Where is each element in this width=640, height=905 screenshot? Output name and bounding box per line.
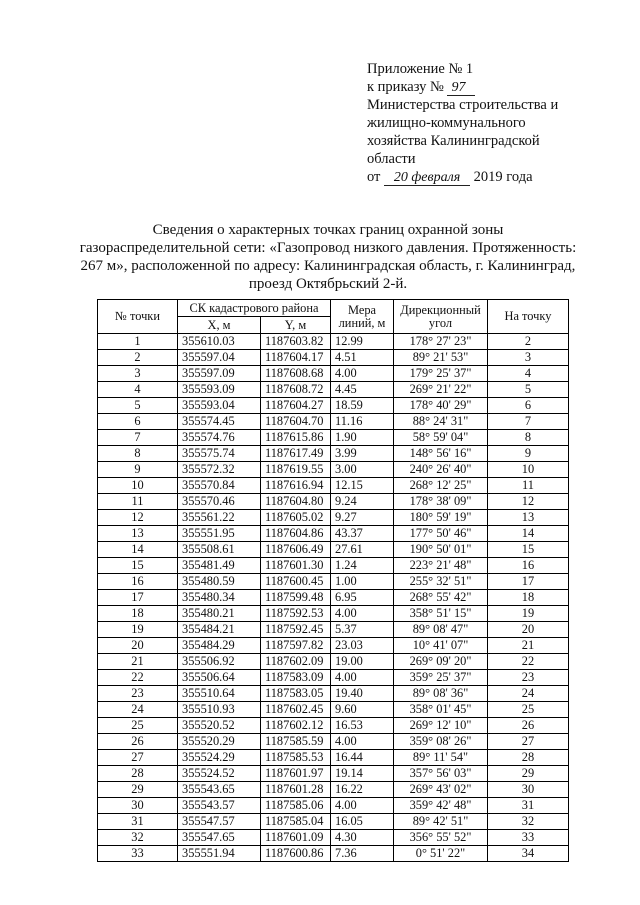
table-row <box>98 542 569 558</box>
cell-point: 21 <box>98 654 178 670</box>
cell-angle: 268° 55' 42" <box>394 590 488 606</box>
cell-y: 1187619.55 <box>261 462 331 478</box>
table-row <box>98 606 569 622</box>
header-x: X, м <box>178 317 261 334</box>
cell-y: 1187599.48 <box>261 590 331 606</box>
cell-to-point: 7 <box>488 414 569 430</box>
cell-x: 355593.09 <box>178 382 261 398</box>
cell-y: 1187592.53 <box>261 606 331 622</box>
cell-angle: 356° 55' 52" <box>394 830 488 846</box>
table-row <box>98 846 569 862</box>
cell-angle: 0° 51' 22" <box>394 846 488 862</box>
cell-to-point: 26 <box>488 718 569 734</box>
cell-y: 1187602.12 <box>261 718 331 734</box>
table-row <box>98 446 569 462</box>
cell-measure: 19.14 <box>331 766 394 782</box>
cell-measure: 4.00 <box>331 734 394 750</box>
cell-x: 355510.64 <box>178 686 261 702</box>
table-row <box>98 334 569 350</box>
cell-point: 15 <box>98 558 178 574</box>
cell-point: 33 <box>98 846 178 862</box>
table-row <box>98 366 569 382</box>
table-row <box>98 798 569 814</box>
order-line <box>367 78 607 96</box>
cell-y: 1187616.94 <box>261 478 331 494</box>
table-row <box>98 670 569 686</box>
cell-x: 355508.61 <box>178 542 261 558</box>
cell-measure: 9.60 <box>331 702 394 718</box>
cell-point: 18 <box>98 606 178 622</box>
date-line <box>367 168 607 186</box>
cell-measure: 16.53 <box>331 718 394 734</box>
cell-x: 355506.64 <box>178 670 261 686</box>
cell-y: 1187583.05 <box>261 686 331 702</box>
cell-angle: 89° 21' 53" <box>394 350 488 366</box>
cell-angle: 358° 01' 45" <box>394 702 488 718</box>
cell-measure: 23.03 <box>331 638 394 654</box>
cell-y: 1187583.09 <box>261 670 331 686</box>
cell-angle: 269° 09' 20" <box>394 654 488 670</box>
cell-angle: 178° 40' 29" <box>394 398 488 414</box>
cell-x: 355520.52 <box>178 718 261 734</box>
ministry-line-2: жилищно-коммунального <box>367 115 526 131</box>
cell-angle: 88° 24' 31" <box>394 414 488 430</box>
cell-to-point: 29 <box>488 766 569 782</box>
table-row <box>98 686 569 702</box>
cell-y: 1187592.45 <box>261 622 331 638</box>
cell-angle: 359° 25' 37" <box>394 670 488 686</box>
cell-angle: 255° 32' 51" <box>394 574 488 590</box>
cell-to-point: 3 <box>488 350 569 366</box>
table-row <box>98 702 569 718</box>
cell-point: 4 <box>98 382 178 398</box>
cell-point: 14 <box>98 542 178 558</box>
cell-angle: 269° 12' 10" <box>394 718 488 734</box>
table-row <box>98 526 569 542</box>
cell-to-point: 11 <box>488 478 569 494</box>
cell-to-point: 25 <box>488 702 569 718</box>
appendix-heading: Приложение № 1 <box>367 61 474 77</box>
cell-x: 355574.45 <box>178 414 261 430</box>
cell-measure: 11.16 <box>331 414 394 430</box>
cell-x: 355547.57 <box>178 814 261 830</box>
ministry-line-3: хозяйства Калининградской <box>367 133 540 149</box>
cell-point: 3 <box>98 366 178 382</box>
cell-x: 355610.03 <box>178 334 261 350</box>
cell-measure: 18.59 <box>331 398 394 414</box>
cell-angle: 180° 59' 19" <box>394 510 488 526</box>
cell-x: 355480.34 <box>178 590 261 606</box>
cell-point: 1 <box>98 334 178 350</box>
cell-to-point: 30 <box>488 782 569 798</box>
cell-measure: 27.61 <box>331 542 394 558</box>
cell-measure: 9.24 <box>331 494 394 510</box>
cell-x: 355506.92 <box>178 654 261 670</box>
cell-point: 22 <box>98 670 178 686</box>
cell-measure: 12.15 <box>331 478 394 494</box>
cell-to-point: 23 <box>488 670 569 686</box>
cell-to-point: 4 <box>488 366 569 382</box>
cell-y: 1187597.82 <box>261 638 331 654</box>
cell-y: 1187604.86 <box>261 526 331 542</box>
cell-x: 355547.65 <box>178 830 261 846</box>
cell-to-point: 8 <box>488 430 569 446</box>
cell-to-point: 16 <box>488 558 569 574</box>
cell-point: 20 <box>98 638 178 654</box>
cell-point: 19 <box>98 622 178 638</box>
table-row <box>98 622 569 638</box>
cell-measure: 4.30 <box>331 830 394 846</box>
table-row <box>98 782 569 798</box>
cell-point: 9 <box>98 462 178 478</box>
cell-point: 28 <box>98 766 178 782</box>
cell-to-point: 13 <box>488 510 569 526</box>
cell-measure: 19.00 <box>331 654 394 670</box>
cell-to-point: 31 <box>488 798 569 814</box>
cell-to-point: 9 <box>488 446 569 462</box>
cell-point: 29 <box>98 782 178 798</box>
cell-point: 2 <box>98 350 178 366</box>
cell-measure: 6.95 <box>331 590 394 606</box>
cell-angle: 358° 51' 15" <box>394 606 488 622</box>
ministry-line-4: области <box>367 151 416 167</box>
cell-y: 1187604.80 <box>261 494 331 510</box>
cell-to-point: 6 <box>488 398 569 414</box>
cell-x: 355574.76 <box>178 430 261 446</box>
cell-to-point: 32 <box>488 814 569 830</box>
table-row <box>98 478 569 494</box>
cell-x: 355524.52 <box>178 766 261 782</box>
cell-angle: 148° 56' 16" <box>394 446 488 462</box>
table-row <box>98 558 569 574</box>
cell-y: 1187601.97 <box>261 766 331 782</box>
table-row <box>98 462 569 478</box>
cell-x: 355570.46 <box>178 494 261 510</box>
order-prefix: к приказу № <box>367 79 444 95</box>
cell-point: 11 <box>98 494 178 510</box>
cell-x: 355480.21 <box>178 606 261 622</box>
cell-angle: 89° 11' 54" <box>394 750 488 766</box>
table-row <box>98 430 569 446</box>
cell-point: 5 <box>98 398 178 414</box>
table-row <box>98 590 569 606</box>
cell-angle: 89° 42' 51" <box>394 814 488 830</box>
cell-y: 1187601.09 <box>261 830 331 846</box>
cell-measure: 16.44 <box>331 750 394 766</box>
cell-to-point: 17 <box>488 574 569 590</box>
table-row <box>98 814 569 830</box>
cell-x: 355520.29 <box>178 734 261 750</box>
table-row <box>98 414 569 430</box>
cell-angle: 357° 56' 03" <box>394 766 488 782</box>
table-row <box>98 638 569 654</box>
title-line-1: Сведения о характерных точках границ охранной зоны <box>152 222 504 238</box>
cell-point: 8 <box>98 446 178 462</box>
table-row <box>98 574 569 590</box>
cell-measure: 9.27 <box>331 510 394 526</box>
cell-y: 1187602.45 <box>261 702 331 718</box>
cell-x: 355551.94 <box>178 846 261 862</box>
cell-to-point: 15 <box>488 542 569 558</box>
cell-measure: 4.00 <box>331 670 394 686</box>
table-row <box>98 494 569 510</box>
cell-measure: 16.05 <box>331 814 394 830</box>
cell-x: 355510.93 <box>178 702 261 718</box>
cell-point: 6 <box>98 414 178 430</box>
cell-angle: 89° 08' 36" <box>394 686 488 702</box>
cell-y: 1187601.28 <box>261 782 331 798</box>
cell-point: 30 <box>98 798 178 814</box>
table-body <box>98 334 569 862</box>
table-row <box>98 398 569 414</box>
cell-point: 7 <box>98 430 178 446</box>
cell-to-point: 5 <box>488 382 569 398</box>
cell-y: 1187617.49 <box>261 446 331 462</box>
cell-measure: 4.51 <box>331 350 394 366</box>
boundary-points-table <box>97 299 569 862</box>
cell-measure: 1.24 <box>331 558 394 574</box>
cell-measure: 4.00 <box>331 606 394 622</box>
cell-angle: 268° 12' 25" <box>394 478 488 494</box>
cell-to-point: 34 <box>488 846 569 862</box>
cell-angle: 178° 38' 09" <box>394 494 488 510</box>
cell-measure: 1.90 <box>331 430 394 446</box>
cell-y: 1187585.06 <box>261 798 331 814</box>
date-prefix: от <box>367 169 381 185</box>
cell-point: 10 <box>98 478 178 494</box>
cell-y: 1187604.70 <box>261 414 331 430</box>
cell-measure: 3.99 <box>331 446 394 462</box>
header-angle: Дирекционный угол <box>394 300 488 334</box>
cell-y: 1187608.68 <box>261 366 331 382</box>
cell-measure: 3.00 <box>331 462 394 478</box>
cell-to-point: 2 <box>488 334 569 350</box>
cell-to-point: 19 <box>488 606 569 622</box>
cell-measure: 19.40 <box>331 686 394 702</box>
cell-x: 355597.09 <box>178 366 261 382</box>
cell-point: 17 <box>98 590 178 606</box>
cell-angle: 58° 59' 04" <box>394 430 488 446</box>
date-handwritten: 20 февраля <box>384 171 470 186</box>
order-number-handwritten: 97 <box>447 81 475 96</box>
cell-angle: 223° 21' 48" <box>394 558 488 574</box>
table-row <box>98 734 569 750</box>
table-row <box>98 654 569 670</box>
cell-y: 1187603.82 <box>261 334 331 350</box>
cell-y: 1187585.59 <box>261 734 331 750</box>
header-y: Y, м <box>261 317 331 334</box>
cell-angle: 240° 26' 40" <box>394 462 488 478</box>
cell-x: 355524.29 <box>178 750 261 766</box>
cell-angle: 10° 41' 07" <box>394 638 488 654</box>
cell-y: 1187601.30 <box>261 558 331 574</box>
cell-x: 355561.22 <box>178 510 261 526</box>
cell-to-point: 24 <box>488 686 569 702</box>
cell-to-point: 33 <box>488 830 569 846</box>
cell-measure: 43.37 <box>331 526 394 542</box>
cell-to-point: 14 <box>488 526 569 542</box>
title-line-3: 267 м», расположенной по адресу: Калининградская область, г. Калининград, <box>80 258 576 274</box>
table-row <box>98 718 569 734</box>
cell-angle: 177° 50' 46" <box>394 526 488 542</box>
cell-to-point: 12 <box>488 494 569 510</box>
cell-angle: 178° 27' 23" <box>394 334 488 350</box>
cell-point: 23 <box>98 686 178 702</box>
table-row <box>98 766 569 782</box>
cell-point: 24 <box>98 702 178 718</box>
cell-y: 1187600.45 <box>261 574 331 590</box>
cell-to-point: 20 <box>488 622 569 638</box>
cell-point: 16 <box>98 574 178 590</box>
cell-angle: 190° 50' 01" <box>394 542 488 558</box>
cell-to-point: 21 <box>488 638 569 654</box>
cell-measure: 4.45 <box>331 382 394 398</box>
cell-x: 355480.59 <box>178 574 261 590</box>
table-row <box>98 750 569 766</box>
cell-x: 355484.21 <box>178 622 261 638</box>
cell-angle: 89° 08' 47" <box>394 622 488 638</box>
cell-y: 1187600.86 <box>261 846 331 862</box>
cell-angle: 179° 25' 37" <box>394 366 488 382</box>
cell-measure: 7.36 <box>331 846 394 862</box>
cell-to-point: 10 <box>488 462 569 478</box>
cell-point: 26 <box>98 734 178 750</box>
cell-angle: 269° 43' 02" <box>394 782 488 798</box>
cell-y: 1187608.72 <box>261 382 331 398</box>
cell-point: 31 <box>98 814 178 830</box>
cell-point: 12 <box>98 510 178 526</box>
cell-y: 1187585.53 <box>261 750 331 766</box>
date-suffix: 2019 года <box>473 169 533 185</box>
document-title <box>40 221 616 293</box>
table-row <box>98 830 569 846</box>
cell-x: 355551.95 <box>178 526 261 542</box>
cell-measure: 12.99 <box>331 334 394 350</box>
cell-measure: 5.37 <box>331 622 394 638</box>
cell-y: 1187585.04 <box>261 814 331 830</box>
cell-angle: 359° 42' 48" <box>394 798 488 814</box>
header-measure: Мера линий, м <box>331 300 394 334</box>
cell-y: 1187615.86 <box>261 430 331 446</box>
title-line-2: газораспределительной сети: «Газопровод низкого давления. Протяженность: <box>79 240 577 256</box>
cell-x: 355570.84 <box>178 478 261 494</box>
cell-measure: 4.00 <box>331 798 394 814</box>
cell-x: 355543.57 <box>178 798 261 814</box>
cell-x: 355593.04 <box>178 398 261 414</box>
table-row <box>98 510 569 526</box>
cell-y: 1187606.49 <box>261 542 331 558</box>
cell-to-point: 22 <box>488 654 569 670</box>
cell-angle: 359° 08' 26" <box>394 734 488 750</box>
appendix-block <box>367 60 607 186</box>
cell-y: 1187604.17 <box>261 350 331 366</box>
cell-measure: 4.00 <box>331 366 394 382</box>
cell-y: 1187605.02 <box>261 510 331 526</box>
cell-to-point: 18 <box>488 590 569 606</box>
cell-point: 27 <box>98 750 178 766</box>
cell-x: 355543.65 <box>178 782 261 798</box>
cell-y: 1187602.09 <box>261 654 331 670</box>
cell-measure: 1.00 <box>331 574 394 590</box>
title-line-4: проезд Октябрьский 2-й. <box>248 276 408 292</box>
cell-point: 32 <box>98 830 178 846</box>
cell-point: 25 <box>98 718 178 734</box>
header-point: № точки <box>98 300 178 334</box>
cell-to-point: 27 <box>488 734 569 750</box>
header-sk: СК кадастрового района <box>178 300 331 317</box>
cell-point: 13 <box>98 526 178 542</box>
cell-to-point: 28 <box>488 750 569 766</box>
cell-angle: 269° 21' 22" <box>394 382 488 398</box>
cell-x: 355572.32 <box>178 462 261 478</box>
cell-measure: 16.22 <box>331 782 394 798</box>
ministry-line-1: Министерства строительства и <box>367 97 559 113</box>
table-row <box>98 382 569 398</box>
header-to-point: На точку <box>488 300 569 334</box>
cell-x: 355597.04 <box>178 350 261 366</box>
table-row <box>98 350 569 366</box>
cell-x: 355484.29 <box>178 638 261 654</box>
cell-x: 355481.49 <box>178 558 261 574</box>
cell-y: 1187604.27 <box>261 398 331 414</box>
cell-x: 355575.74 <box>178 446 261 462</box>
